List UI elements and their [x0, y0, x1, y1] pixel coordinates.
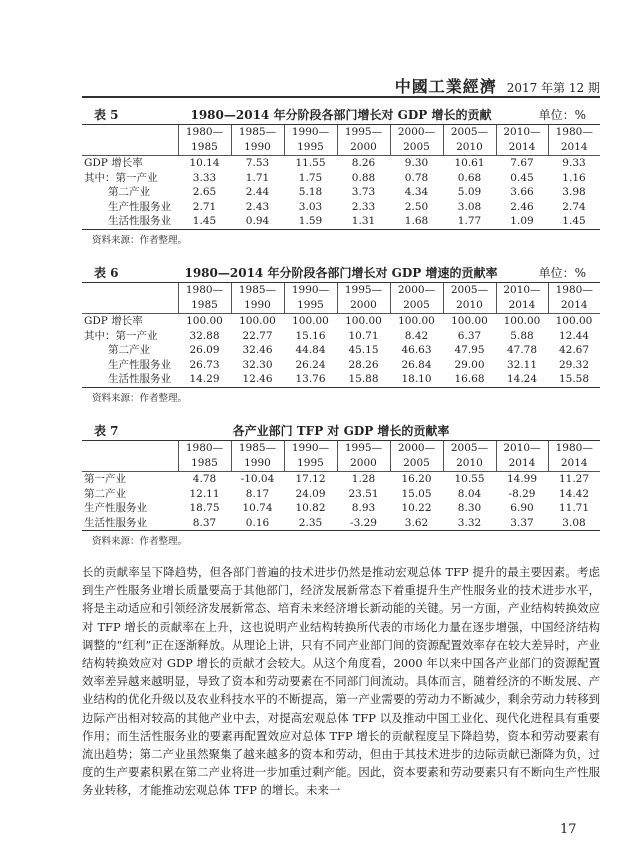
- header-blank-cell: [82, 456, 178, 472]
- table-row: [82, 472, 600, 487]
- table-cell: 8.17: [245, 487, 270, 500]
- table-cell: -10.04: [240, 473, 275, 485]
- table-cell: 8.42: [404, 329, 429, 342]
- table-cell: 100.00: [186, 315, 223, 327]
- row-label: 其中：第一产业: [84, 329, 158, 342]
- table-number: 表 7: [94, 424, 119, 438]
- header-rule: [82, 96, 600, 98]
- table-cell: 3.08: [548, 516, 600, 531]
- table-cell: 5.18: [298, 186, 323, 198]
- column-header: 2000—: [390, 441, 443, 457]
- table-cell: 10.82: [295, 502, 326, 514]
- table-cell: 45.15: [348, 344, 379, 356]
- table-cell: 13.76: [284, 372, 337, 387]
- table-cell: 24.09: [295, 487, 326, 500]
- header-blank-cell: [82, 298, 178, 314]
- table-cell: 2.35: [284, 516, 337, 531]
- data-table: [82, 124, 600, 230]
- column-header: 1985—: [231, 125, 284, 141]
- table-cell: 26.73: [189, 358, 220, 371]
- table-cell: 32.46: [242, 344, 273, 356]
- header-blank-cell: [82, 283, 178, 299]
- table-cell: 2.33: [351, 200, 376, 213]
- row-label: 生活性服务业: [82, 516, 178, 531]
- table-title-bar: [82, 262, 600, 282]
- table-cell: 8.26: [351, 157, 376, 169]
- data-table: [82, 282, 600, 388]
- column-header: 2014: [496, 456, 548, 472]
- column-header: 1985: [178, 456, 231, 472]
- column-header: 2005—: [443, 283, 496, 299]
- row-label: 生活性服务业: [82, 214, 178, 229]
- table-cell: 18.75: [189, 502, 220, 514]
- table-caption: 1980—2014 年分阶段各部门增长对 GDP 增长的贡献: [190, 108, 492, 122]
- row-label: 其中：第一产业: [84, 171, 158, 184]
- table-cell: 100.00: [555, 315, 593, 327]
- table-cell: 100.00: [398, 315, 435, 327]
- column-header: 2000: [337, 140, 390, 156]
- table-cell: 11.71: [558, 502, 590, 514]
- column-header: 2005: [390, 298, 443, 314]
- table-cell: 16.68: [443, 372, 496, 387]
- table-cell: 3.32: [443, 516, 496, 531]
- table-cell: 100.00: [345, 315, 382, 327]
- table-cell: 0.78: [404, 171, 429, 184]
- row-label: 生产性服务业: [108, 358, 171, 371]
- table-cell: 26.09: [189, 344, 220, 356]
- table-cell: 15.58: [548, 372, 600, 387]
- column-header: 1985—: [231, 441, 284, 457]
- table-7: [82, 420, 600, 547]
- table-cell: 0.16: [231, 516, 284, 531]
- table-cell: 16.20: [401, 473, 432, 485]
- column-header: 1985: [178, 140, 231, 156]
- table-cell: 1.68: [390, 214, 443, 229]
- column-header: 1985—: [231, 283, 284, 299]
- body-text: [82, 563, 600, 800]
- column-header: 1995: [284, 140, 337, 156]
- table-source-note: 资料来源：作者整理。: [92, 536, 188, 547]
- table-cell: 18.10: [390, 372, 443, 387]
- table-cell: 10.74: [242, 502, 273, 514]
- table-cell: 2.74: [562, 200, 586, 213]
- column-header: 2010—: [496, 125, 548, 141]
- table-cell: 26.84: [401, 358, 432, 371]
- row-label: GDP 增长率: [84, 157, 143, 169]
- table-cell: 100.00: [292, 315, 329, 327]
- column-header: 2014: [496, 298, 548, 314]
- table-cell: 0.45: [510, 171, 534, 184]
- table-cell: 100.00: [239, 315, 276, 327]
- table-cell: 3.33: [192, 171, 217, 184]
- column-header: 2014: [548, 298, 600, 314]
- column-header: 1990—: [284, 441, 337, 457]
- row-label: GDP 增长率: [84, 315, 143, 327]
- table-row: [82, 171, 600, 186]
- table-cell: 28.26: [348, 358, 379, 371]
- table-number: 表 5: [94, 108, 119, 122]
- column-header: 2010: [443, 298, 496, 314]
- column-header: 1980—: [548, 283, 600, 299]
- page-number: 17: [560, 822, 577, 837]
- table-cell: 1.59: [284, 214, 337, 229]
- table-row: [82, 200, 600, 215]
- table-cell: 10.61: [454, 157, 485, 169]
- column-header: 1980—: [178, 283, 231, 299]
- column-header: 2014: [548, 140, 600, 156]
- header-blank-cell: [82, 125, 178, 141]
- table-row: [82, 372, 600, 387]
- column-header: 2010: [443, 456, 496, 472]
- column-header: 2014: [496, 140, 548, 156]
- issue-label: 2017 年第 12 期: [506, 81, 600, 95]
- table-cell: 0.94: [231, 214, 284, 229]
- table-cell: 3.66: [510, 186, 534, 198]
- row-label: 第二产业: [108, 186, 150, 198]
- table-cell: 1.77: [443, 214, 496, 229]
- table-cell: 3.73: [351, 186, 376, 198]
- table-cell: 32.11: [506, 358, 538, 371]
- table-cell: 3.98: [562, 186, 586, 198]
- table-cell: 10.71: [348, 329, 379, 342]
- table-cell: 1.16: [562, 171, 586, 184]
- column-header: 2000: [337, 298, 390, 314]
- table-cell: 0.68: [457, 171, 482, 184]
- table-source-note: 资料来源：作者整理。: [92, 234, 188, 246]
- table-cell: 29.32: [558, 358, 590, 371]
- column-header: 1980—: [548, 441, 600, 457]
- column-header: 2010: [443, 140, 496, 156]
- table-unit: 单位：%: [538, 266, 586, 280]
- table-cell: 100.00: [451, 315, 488, 327]
- table-5: [82, 104, 600, 246]
- journal-title: 中國工業經濟: [394, 77, 497, 96]
- table-cell: -8.29: [508, 487, 536, 500]
- table-cell: 17.12: [295, 473, 326, 485]
- table-row: [82, 214, 600, 229]
- column-header: 1995—: [337, 441, 390, 457]
- table-cell: 100.00: [503, 315, 541, 327]
- table-row: [82, 487, 600, 502]
- table-cell: 9.33: [562, 157, 586, 169]
- table-cell: 12.44: [558, 329, 590, 342]
- table-row: [82, 314, 600, 329]
- table-cell: 47.95: [454, 344, 485, 356]
- table-row: [82, 343, 600, 358]
- column-header: 2000—: [390, 283, 443, 299]
- column-header: 1995—: [337, 125, 390, 141]
- table-cell: -3.29: [337, 516, 390, 531]
- table-cell: 26.24: [295, 358, 326, 371]
- table-cell: 11.27: [558, 473, 590, 485]
- table-cell: 3.37: [496, 516, 548, 531]
- table-cell: 4.78: [192, 473, 217, 485]
- table-6: [82, 262, 600, 404]
- data-table: [82, 440, 600, 531]
- table-cell: 6.37: [457, 329, 482, 342]
- table-title-bar: [82, 104, 600, 124]
- table-cell: 6.90: [510, 502, 534, 514]
- table-row: [82, 358, 600, 373]
- table-cell: 2.65: [192, 186, 217, 198]
- table-cell: 5.88: [510, 329, 534, 342]
- table-cell: 8.37: [178, 516, 231, 531]
- table-caption: 各产业部门 TFP 对 GDP 增长的贡献率: [232, 424, 450, 438]
- table-cell: 11.55: [295, 157, 326, 169]
- table-cell: 14.42: [558, 487, 590, 500]
- table-cell: 10.55: [454, 473, 485, 485]
- column-header: 1995—: [337, 283, 390, 299]
- table-cell: 2.44: [245, 186, 270, 198]
- table-cell: 12.11: [189, 487, 220, 500]
- table-cell: 1.45: [178, 214, 231, 229]
- table-cell: 42.67: [558, 344, 590, 356]
- header-blank-cell: [82, 441, 178, 457]
- table-unit: 单位：%: [538, 108, 586, 122]
- table-cell: 29.00: [454, 358, 485, 371]
- table-row: [82, 156, 600, 171]
- column-header: 1980—: [178, 125, 231, 141]
- table-cell: 2.71: [192, 200, 217, 213]
- table-cell: 8.04: [457, 487, 482, 500]
- column-header: 1985: [178, 298, 231, 314]
- column-header: 1990—: [284, 283, 337, 299]
- body-paragraph: 长的贡献率呈下降趋势，但各部门普遍的技术进步仍然是推动宏观总体 TFP 提升的最主要因素。考虑到生产性服务业增长质量要高于其他部门，经济发展新常态下着重提升生产性服务业的技术进步水平，将是主动适应和引领经济发展新常态、培育未来经济增长新动能的关键。另一方面，产业结构转换效应对 TFP 增长的贡献率在上升，这也说明产业结构转换所代表的市场化力量在逐步增强，中国经济结构调整的“红利”正在逐渐释放。从理论上讲，只有不同产业部门间的资源配置效率存在较大差异时，产业结构转换效应对 GDP 增长的贡献才会较大。从这个角度看，2000 年以来中国各产业部门的资源配置效率差异越来越明显，导致了资本和劳动要素在不同部门间流动。具体而言，随着经济的不断发展、产业结构的优化升级以及农业科技水平的不断提高，第一产业需要的劳动力不断减少，剩余劳动力转移到边际产出相对较高的其他产业中去，对提高宏观总体 TFP 以及推动中国工业化、现代化进程具有重要作用；而生活性服务业的要素再配置效应对总体 TFP 增长的贡献程度呈下降趋势，资本和劳动要素有流出趋势；第二产业虽然聚集了越来越多的资本和劳动，但由于其技术进步的边际贡献已渐降为负，过度的生产要素积累在第二产业将进一步加重过剩产能。因此，资本要素和劳动要素只有不断向生产性服务业转移，才能推动宏观总体 TFP 的增长。未来一: [82, 565, 600, 798]
- table-cell: 15.16: [295, 329, 326, 342]
- column-header: 2005—: [443, 125, 496, 141]
- table-cell: 23.51: [348, 487, 379, 500]
- table-cell: 1.31: [337, 214, 390, 229]
- column-header: 2005—: [443, 441, 496, 457]
- column-header: 2010—: [496, 283, 548, 299]
- table-cell: 10.22: [401, 502, 432, 514]
- column-header: 1990—: [284, 125, 337, 141]
- table-cell: 14.29: [178, 372, 231, 387]
- table-cell: 1.28: [351, 473, 376, 485]
- table-row: [82, 501, 600, 516]
- table-cell: 9.30: [404, 157, 429, 169]
- table-cell: 15.88: [337, 372, 390, 387]
- table-cell: 46.63: [401, 344, 432, 356]
- table-cell: 8.93: [351, 502, 376, 514]
- row-label: 生产性服务业: [108, 200, 171, 213]
- table-cell: 1.45: [548, 214, 600, 229]
- table-cell: 5.09: [457, 186, 482, 198]
- column-header: 1995: [284, 456, 337, 472]
- header-blank-cell: [82, 140, 178, 156]
- column-header: 2000: [337, 456, 390, 472]
- table-cell: 14.99: [506, 473, 538, 485]
- row-label: 生产性服务业: [84, 502, 147, 514]
- table-cell: 1.09: [496, 214, 548, 229]
- table-cell: 8.30: [457, 502, 482, 514]
- table-cell: 10.14: [189, 157, 220, 169]
- table-cell: 22.77: [242, 329, 273, 342]
- table-source-note: 资料来源：作者整理。: [92, 392, 188, 404]
- table-title-bar: [82, 420, 600, 440]
- table-cell: 7.53: [245, 157, 270, 169]
- table-cell: 0.88: [351, 171, 376, 184]
- table-cell: 3.03: [298, 200, 323, 213]
- table-number: 表 6: [94, 266, 119, 280]
- table-cell: 2.43: [245, 200, 270, 213]
- row-label: 第二产业: [108, 344, 150, 356]
- column-header: 2000—: [390, 125, 443, 141]
- table-cell: 32.88: [189, 329, 220, 342]
- table-cell: 3.08: [457, 200, 482, 213]
- column-header: 1990: [231, 298, 284, 314]
- row-label: 生活性服务业: [82, 372, 178, 387]
- table-cell: 7.67: [510, 157, 534, 169]
- row-label: 第二产业: [84, 487, 126, 500]
- table-cell: 32.30: [242, 358, 273, 371]
- column-header: 1990: [231, 456, 284, 472]
- column-header: 2014: [548, 456, 600, 472]
- column-header: 1980—: [548, 125, 600, 141]
- row-label: 第一产业: [84, 473, 126, 485]
- table-cell: 4.34: [404, 186, 429, 198]
- table-row: [82, 516, 600, 531]
- table-row: [82, 329, 600, 344]
- table-cell: 12.46: [231, 372, 284, 387]
- table-row: [82, 185, 600, 200]
- column-header: 2010—: [496, 441, 548, 457]
- column-header: 1990: [231, 140, 284, 156]
- table-cell: 2.46: [510, 200, 534, 213]
- table-cell: 3.62: [390, 516, 443, 531]
- column-header: 2005: [390, 140, 443, 156]
- table-cell: 1.71: [245, 171, 270, 184]
- column-header: 1995: [284, 298, 337, 314]
- table-caption: 1980—2014 年分阶段各部门增长对 GDP 增速的贡献率: [184, 266, 498, 280]
- table-cell: 14.24: [496, 372, 548, 387]
- table-cell: 47.78: [506, 344, 538, 356]
- table-cell: 2.50: [404, 200, 429, 213]
- running-header: [370, 74, 600, 96]
- table-cell: 44.84: [295, 344, 326, 356]
- table-cell: 1.75: [298, 171, 323, 184]
- column-header: 2005: [390, 456, 443, 472]
- table-cell: 15.05: [401, 487, 432, 500]
- column-header: 1980—: [178, 441, 231, 457]
